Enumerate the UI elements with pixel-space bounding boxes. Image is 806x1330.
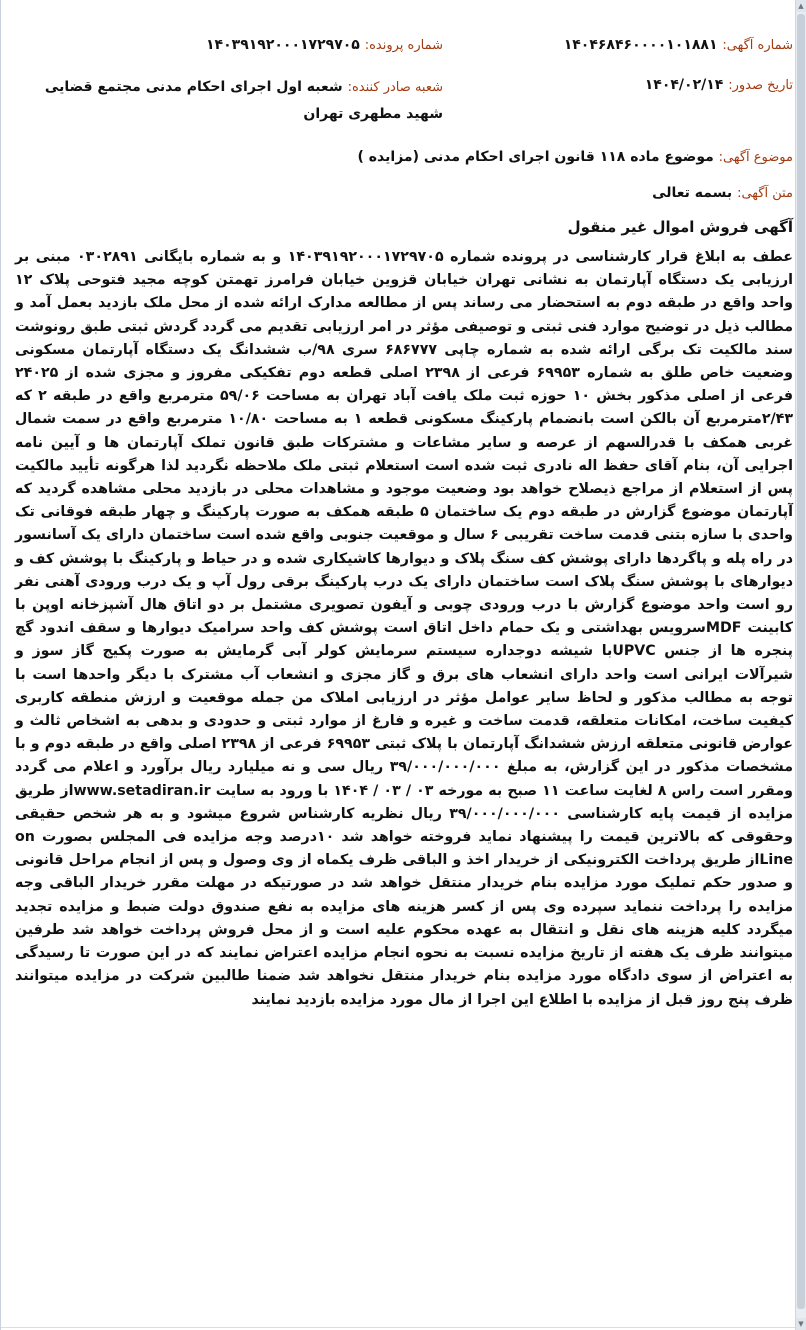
notice-body: عطف به ابلاغ قرار کارشناسی در پرونده شماره ۱۴۰۳۹۱۹۲۰۰۰۱۷۲۹۷۰۵ و به شماره بایگانی ۰۳۰۲۸۹۱ مبنی بر ارزیابی یک دستگاه آپارتمان به نشانی تهران خیابان قزوین خیابان فرامرز تهمتن کوچه مجید فتوحی پلاک ۱۲ واحد واقع در طبقه دوم به استحضار می رساند پس از مطالعه مدارک ارائه شده از محل ملک بازدید بعمل آمد و مطالب ذیل در توضیح موارد فنی ثبتی و توصیفی مؤثر در امر ارزیابی تقدیم می گردد گردش ثبتی طبق رونوشت سند مالکیت تک برگی ارائه شده به شماره چاپی ۶۸۶۷۷۷ سری ۹۸/ب ششدانگ یک دستگاه آپارتمان مسکونی وضعیت خاص طلق به شماره ۶۹۹۵۳ فرعی از ۲۳۹۸ اصلی قطعه دوم تفکیکی مفروز و مجزی شده از ۲۴۰۲۵ فرعی از اصلی مذکور بخش ۱۰ حوزه ثبت ملک یافت آباد تهران به مساحت ۵۹/۰۶ مترمربع واقع در طبقه ۲ که ۲/۴۳مترمربع آن بالکن است بانضمام پارکینگ مسکونی قطعه ۱ به مساحت ۱۰/۸۰ مترمربع واقع در سمت شمال غربی همکف با قدرالسهم از عرصه و سایر مشاعات و مشترکات طبق قانون تملک آپارتمان ها و آیین نامه اجرایی آن، بنام آقای حفظ اله نادری ثبت شده است استعلام ثبتی ملک ملاحظه نگردید لذا هرگونه تأیید مالکیت پس از استعلام از مراجع ذیصلاح خواهد بود وضعیت موجود و مشاهدات محلی در بازدید محلی مشاهده گردید که آپارتمان موضوع گزارش در طبقه دوم یک ساختمان ۵ طبقه همکف به صورت پارکینگ و چهار طبقه فوقانی تک واحدی با سازه بتنی قدمت ساخت تقریبی ۶ سال و موقعیت جنوبی واقع شده است ساختمان دارای یک آسانسور در راه پله و پاگردها دارای پوشش کف سنگ پلاک و دیوارها کاشیکاری شده و در حیاط و پارکینگ با پوشش کف و دیوارهای با پوشش سنگ پلاک است ساختمان دارای یک درب پارکینگ برقی رول آپ و یک درب ورودی آهنی نفر رو است واحد موضوع گزارش با درب ورودی چوبی و آیفون تصویری مشتمل بر دو اتاق هال آشپزخانه اوپن با کابینت MDFسرویس بهداشتی و یک حمام داخل اتاق است پوشش کف واحد سرامیک دیوارها و سقف اندود گچ پنجره ها از جنس UPVCبا شیشه دوجداره سیستم سرمایش کولر آبی گرمایش به صورت پکیج گاز سوز و شیرآلات ایرانی است واحد دارای انشعاب های برق و گاز مجزی و انشعاب آب مشترک با دیگر واحدها است با توجه به مطالب مذکور و لحاظ سایر عوامل مؤثر در ارزیابی املاک من جمله موقعیت و ارزش منطقه کاربری کیفیت ساخت، امکانات متعلقه، قدمت ساخت و غیره و فارغ از موارد ثبتی و حدودی و بدهی به اشخاص ثالث و عوارض قانونی متعلقه ارزش ششدانگ آپارتمان با پلاک ثبتی ۶۹۹۵۳ فرعی از ۲۳۹۸ اصلی واقع در طبقه دوم و با مشخصات مذکور در این گزارش، به مبلغ ۳۹/۰۰۰/۰۰۰/۰۰۰ ریال سی و نه میلیارد ریال برآورد و اعلام می گردد ومقرر است راس ۸ لغایت ساعت ۱۱ صبح به مورخه ۰۳ / ۰۳ / ۱۴۰۴ با ورود به سایت www.setadiran.irاز طریق مزایده از قیمت پایه کارشناسی ۳۹/۰۰۰/۰۰۰/۰۰۰ ریال نظریه کارشناس شروع میشود و به هر شخص حقیقی وحقوقی که بالاترین قیمت را پیشنهاد نماید فروخته خواهد شد ۱۰درصد وجه مزایده فی المجلس بصورت on Lineاز طریق پرداخت الکترونیکی از خریدار اخذ و الباقی ظرف یکماه از وی وصول و پس از انجام مراحل قانونی و صدور حکم تملیک مورد مزایده بنام خریدار منتقل خواهد شد در صورتیکه در مهلت مقرر خریدار الباقی وجه مزایده را پرداخت ننماید سپرده وی پس از کسر هزینه های مزایده به نفع صندوق دولت ضبط و مزایده تجدید میگردد کلیه هزینه های نقل و انتقال به عهده محکوم علیه است و از محل فروش پرداخت خواهد شد طرفین میتوانند ظرف یک هفته از تاریخ مزایده نسبت به نحوه انجام مزایده اعتراض نمایند که در این صورت تا رسیدگی به اعتراض از سوی دادگاه مورد مزایده بنام خریدار منتقل نخواهد شد ضمنا طالبین شرکت در مزایده میتوانند ظرف پنج روز قبل از مزایده با اطلاع این اجرا از مال مورد مزایده بازدید نمایند	[15, 249, 793, 1008]
bottom-divider	[1, 1327, 796, 1328]
notice-heading: آگهی فروش اموال غیر منقول	[567, 218, 793, 236]
scroll-down-arrow-icon[interactable]: ▼	[796, 1318, 806, 1330]
body-label: متن آگهی:	[737, 186, 793, 201]
file-number-value: ۱۴۰۳۹۱۹۲۰۰۰۱۷۲۹۷۰۵	[206, 37, 360, 53]
issuer-label: شعبه صادر کننده:	[347, 80, 443, 95]
scroll-up-arrow-icon[interactable]: ▲	[796, 0, 806, 12]
issuer-row	[23, 74, 443, 127]
issue-date-label: تاریخ صدور:	[728, 78, 793, 93]
file-number-label: شماره پرونده:	[364, 38, 443, 53]
notice-number-label: شماره آگهی:	[722, 38, 793, 53]
body-label-row	[652, 182, 793, 205]
notice-number-row	[564, 34, 793, 57]
notice-number-value: ۱۴۰۴۶۸۴۶۰۰۰۰۱۰۱۸۸۱	[563, 37, 718, 53]
scroll-thumb[interactable]	[797, 14, 805, 1309]
body-intro: بسمه تعالی	[652, 185, 733, 201]
subject-value: موضوع ماده ۱۱۸ قانون اجرای احکام مدنی (مزایده )	[357, 149, 714, 165]
subject-label: موضوع آگهی:	[718, 150, 793, 165]
file-number-row	[206, 34, 443, 57]
issue-date-value: ۱۴۰۴/۰۲/۱۴	[644, 77, 724, 93]
vertical-scrollbar[interactable]	[795, 0, 806, 1330]
issuer-value: شعبه اول اجرای احکام مدنی مجتمع قضایی شهید مطهری تهران	[44, 79, 443, 122]
subject-row	[358, 146, 793, 169]
issue-date-row	[645, 74, 793, 97]
